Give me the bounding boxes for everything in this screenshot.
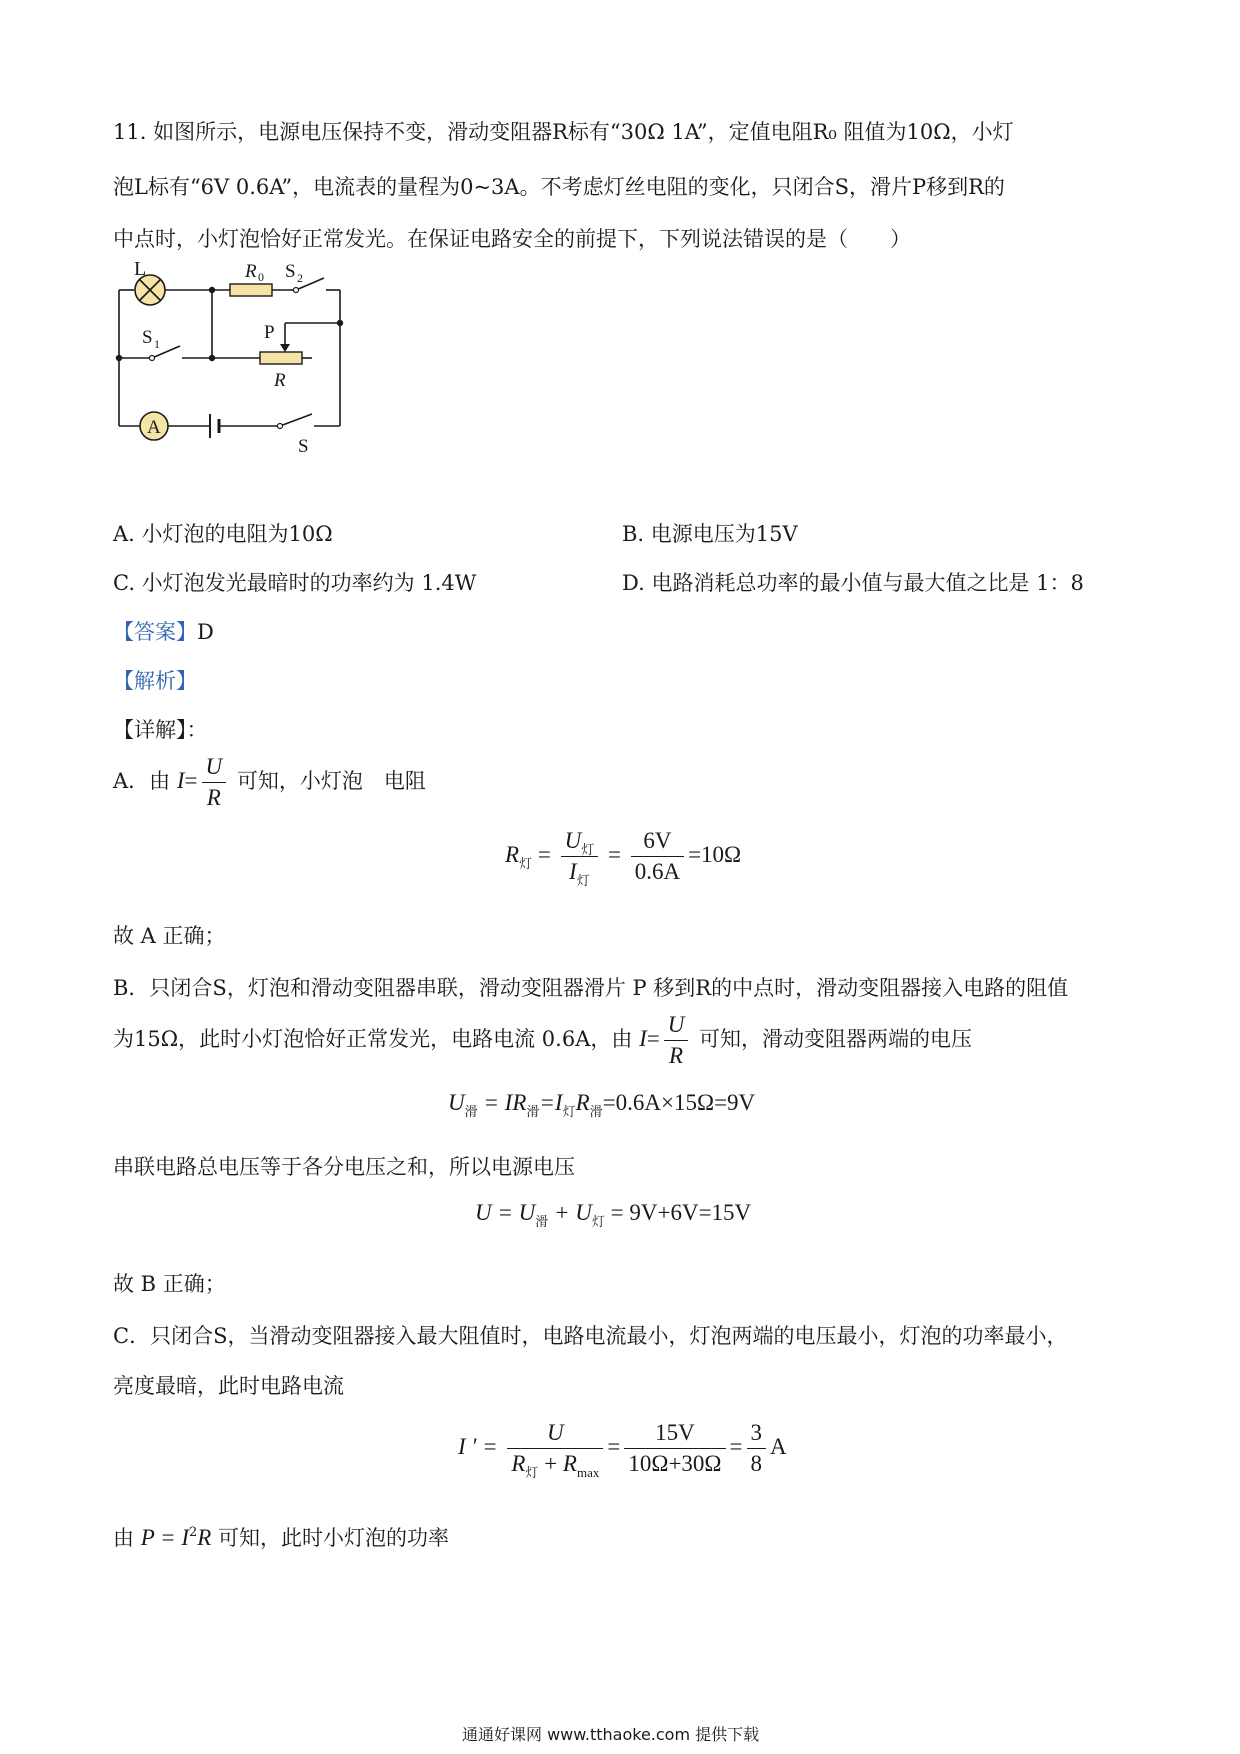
power-pre: 由	[113, 1526, 134, 1550]
fraction-u-over-r-2	[664, 1012, 689, 1069]
answer-value: D	[197, 620, 214, 644]
rheostat-label: R	[274, 370, 286, 391]
eq-sub-deng: 灯	[519, 855, 533, 871]
eq-sign-3: =	[607, 841, 621, 867]
part-a-line	[113, 754, 426, 811]
frac-den-2: R	[664, 1040, 689, 1069]
s1-label: S	[142, 327, 153, 348]
part-b-line-1: B．只闭合S，灯泡和滑动变阻器串联，滑动变阻器滑片 P 移到R的中点时，滑动变阻器接入电路的阻值	[113, 976, 1069, 1000]
eq-result-u: = 9V+6V=15V	[610, 1200, 752, 1225]
circuit-diagram	[100, 258, 360, 458]
eq-r-max: R	[562, 1451, 577, 1476]
series-text: 串联电路总电压等于各分电压之和，所以电源电压	[113, 1155, 575, 1179]
eq-sub-deng-6: 灯	[525, 1465, 539, 1480]
fraction-u-over-sum	[507, 1420, 603, 1480]
eq-den-c: 10Ω+30Ω	[624, 1448, 725, 1477]
frac-den: R	[202, 782, 227, 811]
eq-i: I	[176, 768, 185, 793]
question-line-3: 中点时，小灯泡恰好正常发光。在保证电路安全的前提下，下列说法错误的是（ ）	[113, 227, 911, 251]
eq-i-deng: I	[569, 859, 577, 884]
eq-sub-deng-3: 灯	[576, 873, 590, 888]
eq-sub-hua: 滑	[464, 1104, 478, 1119]
eq-sub-max: max	[576, 1465, 600, 1480]
eq-eight: 8	[747, 1448, 767, 1477]
eq-three: 3	[750, 1420, 763, 1445]
option-d: D. 电路消耗总功率的最小值与最大值之比是 1：8	[622, 571, 1084, 595]
part-c-line-1: C．只闭合S，当滑动变阻器接入最大阻值时，电路电流最小，灯泡两端的电压最小，灯泡的功率最小，	[113, 1324, 1068, 1348]
fraction-u-deng	[561, 828, 599, 888]
eq-amp: A	[770, 1433, 787, 1459]
fraction-15v	[624, 1420, 725, 1477]
part-a-conclusion: 故 A 正确；	[113, 924, 226, 948]
part-a-intro: A．由	[113, 769, 171, 793]
eq-sub-deng-5: 灯	[591, 1214, 605, 1229]
r0-label: R	[245, 261, 257, 282]
detail-label: 【详解】：	[113, 718, 208, 742]
eq-sign-6: =	[729, 1433, 743, 1459]
question-line-1: 11. 如图所示，电源电压保持不变，滑动变阻器R标有“30Ω 1A”，定值电阻R₀ 阻值为10Ω，小灯	[113, 120, 1014, 144]
eq-sub-deng-4: 灯	[562, 1104, 576, 1119]
part-c-line-2: 亮度最暗，此时电路电流	[113, 1374, 344, 1398]
part-b-pre: 为15Ω，此时小灯泡恰好正常发光，电路电流 0.6A，由	[113, 1027, 633, 1051]
eq-15v: 15V	[655, 1420, 695, 1445]
power-post: 可知，此时小灯泡的功率	[218, 1526, 450, 1550]
part-b-conclusion: 故 B 正确；	[113, 1272, 226, 1296]
eq-i-d: =I	[539, 1090, 563, 1115]
answer-line	[113, 616, 214, 646]
eq-06a: 0.6A	[631, 856, 684, 885]
footer-credit: 通通好课网 www.tthaoke.com 提供下载	[462, 1725, 760, 1744]
eq-sign-5: =	[607, 1433, 621, 1459]
eq-r-deng-2: R	[511, 1451, 526, 1476]
eq-result-b: =0.6A×15Ω=9V	[602, 1090, 756, 1115]
eq-square: 2	[189, 1525, 198, 1540]
equation-r-deng	[505, 828, 742, 888]
eq-plus: +	[544, 1451, 558, 1476]
fraction-u-over-r	[202, 754, 227, 811]
eq-i-2: I	[639, 1026, 647, 1051]
eq-result-a: =10Ω	[688, 841, 742, 867]
answer-label: 【答案】	[113, 620, 197, 644]
r0-sub: 0	[258, 270, 264, 284]
s2-label: S	[285, 261, 296, 282]
option-c: C. 小灯泡发光最暗时的功率约为 1.4W	[113, 571, 477, 595]
main-switch-label: S	[298, 436, 309, 457]
fraction-6v	[631, 828, 684, 885]
s2-sub: 2	[297, 271, 303, 285]
frac-num-2: U	[667, 1012, 685, 1037]
eq-sign-4: =	[646, 1026, 660, 1051]
eq-6v: 6V	[643, 828, 672, 853]
ammeter-label: A	[147, 417, 161, 438]
part-c-power-line	[113, 1522, 449, 1552]
equation-u-total	[475, 1200, 752, 1229]
frac-num-3: U	[547, 1420, 564, 1445]
frac-num: U	[205, 754, 223, 779]
eq-r-deng: R	[505, 841, 520, 867]
slider-label: P	[264, 322, 275, 343]
question-line-2: 泡L标有“6V 0.6A”，电流表的量程为0~3A。不考虑灯丝电阻的变化，只闭合S，滑片P移到R的	[113, 175, 1005, 199]
part-a-after: 可知，小灯泡 电阻	[236, 769, 426, 793]
eq-p: P = I	[140, 1525, 190, 1550]
lamp-label: L	[134, 258, 147, 280]
eq-u-deng: U	[564, 828, 582, 853]
option-a: A. 小灯泡的电阻为10Ω	[113, 522, 333, 546]
eq-u-total: U = U	[475, 1200, 536, 1225]
eq-ir-hua: = IR	[483, 1090, 527, 1115]
eq-p-r: R	[197, 1525, 212, 1550]
eq-u-hua: U	[448, 1090, 465, 1115]
eq-plus-u: + U	[554, 1200, 592, 1225]
part-b-line-2	[113, 1012, 972, 1069]
eq-sign-2: =	[537, 841, 551, 867]
equation-i-prime	[458, 1420, 787, 1480]
equation-u-hua	[448, 1090, 756, 1119]
eq-sub-hua-4: 滑	[535, 1214, 549, 1229]
option-b: B. 电源电压为15V	[622, 522, 798, 546]
analysis-label: 【解析】	[113, 669, 197, 693]
eq-sign: =	[184, 768, 198, 793]
eq-sub-deng-2: 灯	[581, 842, 595, 857]
eq-sub-hua-2: 滑	[526, 1104, 540, 1119]
eq-i-prime: I ' =	[458, 1433, 498, 1459]
part-b-post: 可知，滑动变阻器两端的电压	[699, 1027, 973, 1051]
s1-sub: 1	[154, 337, 160, 351]
eq-r-h: R	[575, 1090, 590, 1115]
fraction-3-8	[747, 1420, 767, 1477]
eq-sub-hua-3: 滑	[589, 1104, 603, 1119]
